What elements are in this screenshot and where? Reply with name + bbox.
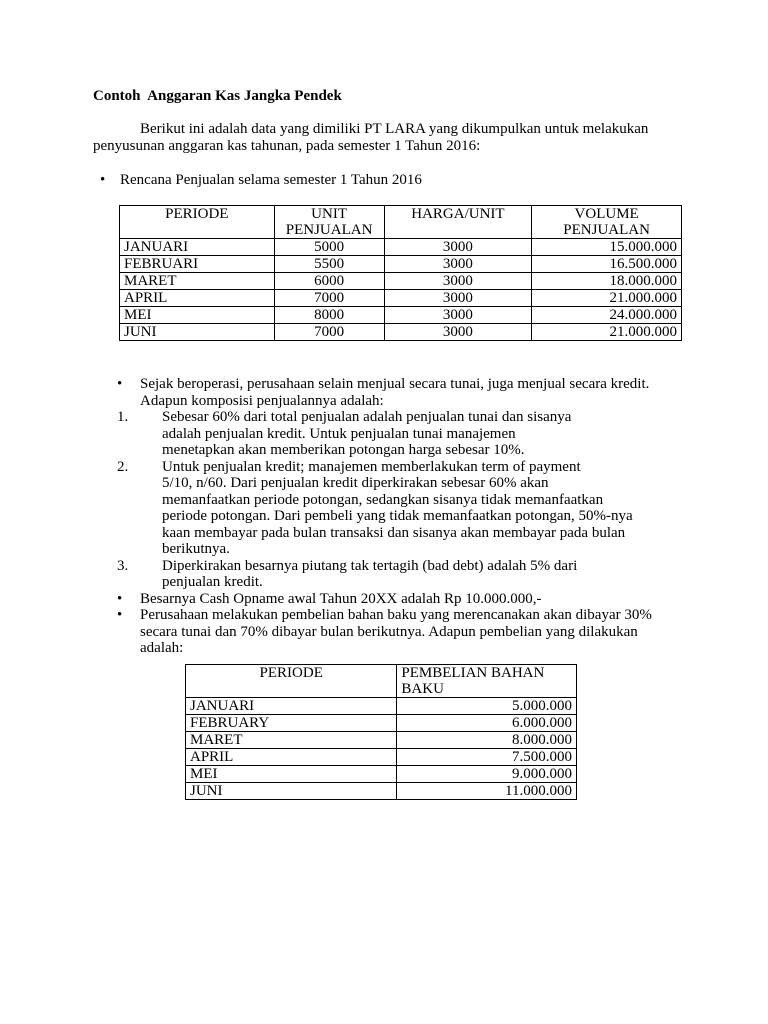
composition-bullet: • Sejak beroperasi, perusahaan selain menjual secara tunai, juga menjual secara kredit. Adapun komposisi penjualannya adalah: 1. Sebesar 60% dari total penjualan adalah penjualan tunai dan sisanya adalah penjualan kredit. Untuk penjualan tunai manajemen menetapkan akan memberikan potongan harga sebesar 10%. 2. Untuk penjualan kredit; manajemen memberlakukan term of payment 5/10, n/60. Dari penjualan kredit diperkirakan sebesar 60% akan memanfaatkan periode potongan, sedangkan sisanya tidak memanfaatkan periode potongan. Dari pembeli yang tidak memanfaatkan potongan, 50%-nya kaan membayar pada bulan transaksi dan sisanya akan membayar pada bulan berikutnya. 3. Diperkirakan besarnya piutang tak tertagih (bad debt) adalah 5% dari penjualan kredit. bbox=[117, 376, 677, 591]
cell-volume: 16.500.000 bbox=[532, 256, 682, 273]
cell-amount: 9.000.000 bbox=[397, 766, 577, 783]
cell-amount: 7.500.000 bbox=[397, 749, 577, 766]
table-row bbox=[186, 715, 577, 732]
header-harga-unit: HARGA/UNIT bbox=[384, 206, 532, 239]
purchase-bullet: • Perusahaan melakukan pembelian bahan baku yang merencanakan akan dibayar 30% secara tunai dan 70% dibayar bulan berikutnya. Adapun pembelian yang dilakukan adalah: bbox=[117, 607, 677, 657]
sales-table bbox=[119, 205, 682, 341]
cell-units: 7000 bbox=[274, 324, 384, 341]
cell-volume: 21.000.000 bbox=[532, 290, 682, 307]
conditions-list bbox=[117, 376, 677, 657]
cell-volume: 15.000.000 bbox=[532, 239, 682, 256]
cash-opname-bullet: • Besarnya Cash Opname awal Tahun 20XX adalah Rp 10.000.000,- bbox=[117, 591, 677, 608]
header-periode: PERIODE bbox=[120, 206, 275, 239]
cell-units: 5500 bbox=[274, 256, 384, 273]
cell-units: 8000 bbox=[274, 307, 384, 324]
cell-amount: 5.000.000 bbox=[397, 698, 577, 715]
cell-units: 7000 bbox=[274, 290, 384, 307]
header-pembelian-bahan-baku: PEMBELIAN BAHAN BAKU bbox=[397, 665, 577, 698]
cell-period: APRIL bbox=[186, 749, 397, 766]
cell-period: MEI bbox=[186, 766, 397, 783]
cell-period: APRIL bbox=[120, 290, 275, 307]
cell-price: 3000 bbox=[384, 324, 532, 341]
cell-period: FEBRUARI bbox=[120, 256, 275, 273]
cell-period: MARET bbox=[186, 732, 397, 749]
composition-item-3: 3. Diperkirakan besarnya piutang tak tertagih (bad debt) adalah 5% dari penjualan kredit. bbox=[117, 557, 578, 590]
table-row bbox=[186, 749, 577, 766]
composition-item-1: 1. Sebesar 60% dari total penjualan adalah penjualan tunai dan sisanya adalah penjualan kredit. Untuk penjualan tunai manajemen menetapkan akan memberikan potongan harga sebesar 10%. bbox=[117, 409, 572, 458]
cell-price: 3000 bbox=[384, 239, 532, 256]
cell-price: 3000 bbox=[384, 307, 532, 324]
cell-period: JUNI bbox=[120, 324, 275, 341]
header-volume-penjualan: VOLUME PENJUALAN bbox=[532, 206, 682, 239]
cell-amount: 6.000.000 bbox=[397, 715, 577, 732]
table-row bbox=[120, 256, 682, 273]
cell-period: JANUARI bbox=[186, 698, 397, 715]
header-unit-penjualan: UNIT PENJUALAN bbox=[274, 206, 384, 239]
cell-amount: 11.000.000 bbox=[397, 783, 577, 800]
purchase-table-header bbox=[186, 665, 577, 698]
cell-period: JANUARI bbox=[120, 239, 275, 256]
intro-line-1: Berikut ini adalah data yang dimiliki PT LARA yang dikumpulkan untuk melakukan bbox=[140, 121, 649, 137]
cell-amount: 8.000.000 bbox=[397, 732, 577, 749]
sales-plan-text: Rencana Penjualan selama semester 1 Tahun 2016 bbox=[120, 172, 422, 188]
table-row bbox=[186, 766, 577, 783]
table-row bbox=[186, 732, 577, 749]
cell-price: 3000 bbox=[384, 256, 532, 273]
cell-price: 3000 bbox=[384, 290, 532, 307]
cell-volume: 21.000.000 bbox=[532, 324, 682, 341]
header-periode: PERIODE bbox=[186, 665, 397, 698]
cell-period: MEI bbox=[120, 307, 275, 324]
cell-volume: 18.000.000 bbox=[532, 273, 682, 290]
cell-units: 5000 bbox=[274, 239, 384, 256]
table-row bbox=[186, 783, 577, 800]
table-row bbox=[186, 698, 577, 715]
table-row bbox=[120, 290, 682, 307]
document-title: Contoh Anggaran Kas Jangka Pendek bbox=[93, 88, 342, 104]
sales-table-header bbox=[120, 206, 682, 239]
purchase-table bbox=[185, 664, 577, 800]
table-row bbox=[120, 307, 682, 324]
table-row bbox=[120, 324, 682, 341]
cell-period: JUNI bbox=[186, 783, 397, 800]
cell-period: MARET bbox=[120, 273, 275, 290]
cell-units: 6000 bbox=[274, 273, 384, 290]
table-row bbox=[120, 273, 682, 290]
cell-period: FEBRUARY bbox=[186, 715, 397, 732]
cell-volume: 24.000.000 bbox=[532, 307, 682, 324]
intro-line-2: penyusunan anggaran kas tahunan, pada semester 1 Tahun 2016: bbox=[93, 138, 481, 154]
cell-price: 3000 bbox=[384, 273, 532, 290]
intro-paragraph bbox=[93, 121, 683, 155]
composition-item-2: 2. Untuk penjualan kredit; manajemen memberlakukan term of payment 5/10, n/60. Dari penjualan kredit diperkirakan sebesar 60% akan memanfaatkan periode potongan, sedangkan sisanya tidak memanfaatkan periode potongan. Dari pembeli yang tidak memanfaatkan potongan, 50%-nya kaan membayar pada bulan transaksi dan sisanya akan membayar pada bulan berikutnya. bbox=[117, 458, 633, 557]
table-row bbox=[120, 239, 682, 256]
